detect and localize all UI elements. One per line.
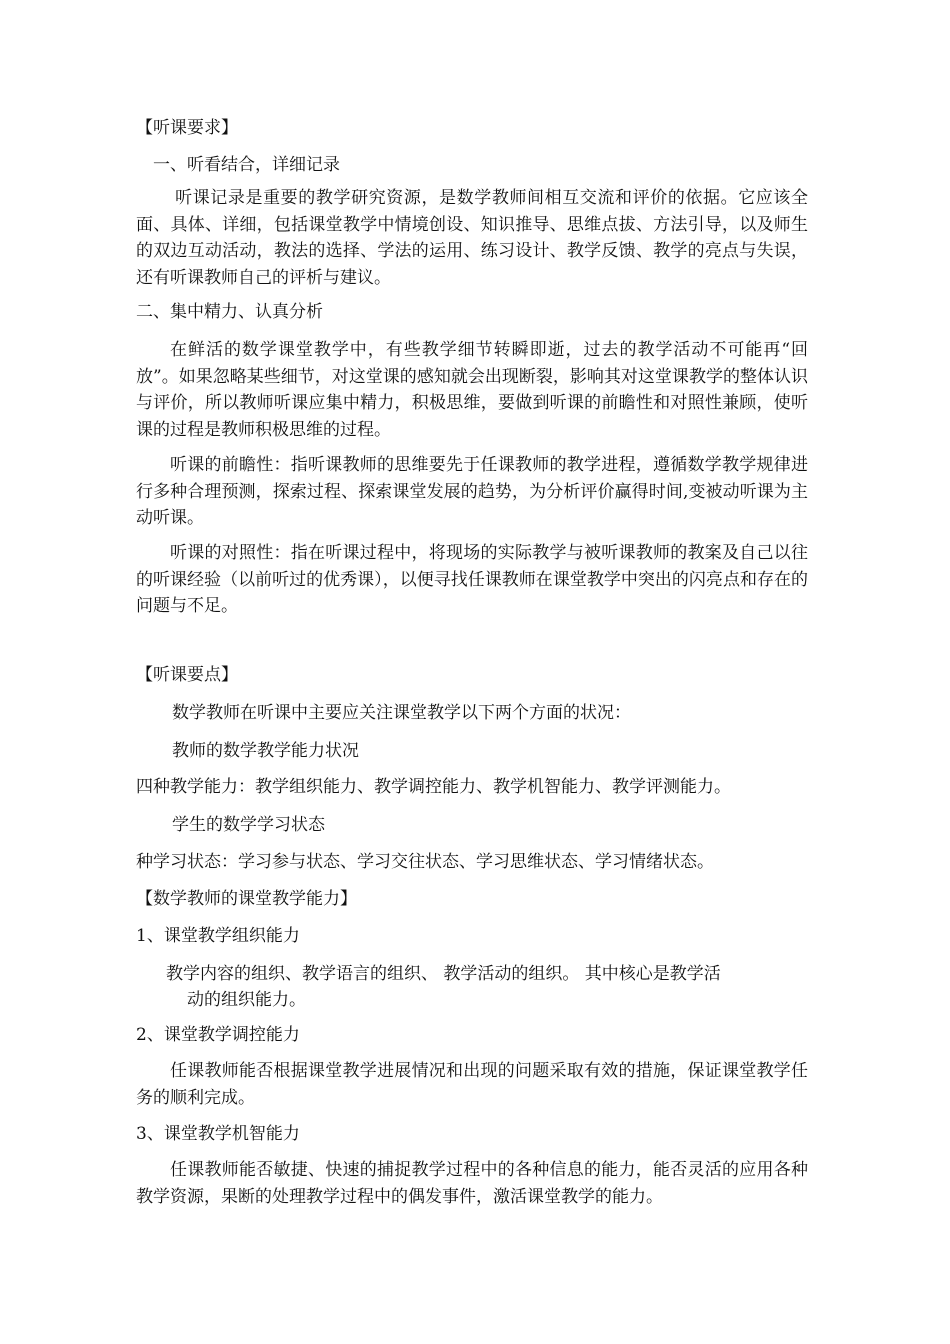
list-item-student-state: 学生的数学学习状态	[172, 815, 325, 835]
subheading-focus-and-analyze: 二、集中精力、认真分析	[136, 302, 323, 322]
list-item-four-abilities: 四种教学能力：教学组织能力、教学调控能力、教学机智能力、教学评测能力。	[136, 777, 731, 797]
section-heading-listening-points: 【听课要点】	[136, 665, 238, 685]
paragraph-comparative: 听课的对照性：指在听课过程中，将现场的实际教学与被听课教师的教案及自己以往的听课经验（以前听过的优秀课），以便寻找任课教师在课堂教学中突出的闪亮点和存在的问题与不足。	[136, 543, 808, 616]
paragraph-classroom-details: 在鲜活的数学课堂教学中，有些教学细节转瞬即逝，过去的教学活动不可能再“回放”。如果忽略某些细节，对这堂课的感知就会出现断裂，影响其对这堂课教学的整体认识与评价，所以教师听课应集中精力，积极思维，要做到听课的前瞻性和对照性兼顾，使听课的过程是教师积极思维的过程。	[136, 340, 808, 440]
list-item-learning-states: 种学习状态：学习参与状态、学习交往状态、学习思维状态、学习情绪状态。	[136, 852, 714, 872]
item-text-organization-line2: 动的组织能力。	[187, 990, 306, 1010]
item-title-regulation: 2、课堂教学调控能力	[136, 1025, 300, 1045]
paragraph-forward-looking: 听课的前瞻性：指听课教师的思维要先于任课教师的教学进程，遵循数学教学规律进行多种合理预测，探索过程、探索课堂发展的趋势，为分析评价赢得时间,变被动听课为主动听课。	[136, 455, 808, 528]
item-text-organization-line1: 教学内容的组织、教学语言的组织、 教学活动的组织。 其中核心是教学活	[166, 964, 721, 984]
list-item-teacher-ability: 教师的数学教学能力状况	[172, 741, 359, 761]
subheading-listen-and-watch: 一、听看结合，详细记录	[153, 155, 340, 175]
item-text-wit: 任课教师能否敏捷、快速的捕捉教学过程中的各种信息的能力，能否灵活的应用各种教学资源，果断的处理教学过程中的偶发事件，激活课堂教学的能力。	[136, 1160, 808, 1207]
paragraph-two-aspects-intro: 数学教师在听课中主要应关注课堂教学以下两个方面的状况：	[172, 703, 631, 723]
item-text-regulation: 任课教师能否根据课堂教学进展情况和出现的问题采取有效的措施，保证课堂教学任务的顺利完成。	[136, 1061, 808, 1108]
paragraph-record-details: 听课记录是重要的教学研究资源，是数学教师间相互交流和评价的依据。它应该全面、具体、详细，包括课堂教学中情境创设、知识推导、思维点拔、方法引导，以及师生的双边互动活动，教法的选择、学法的运用、练习设计、教学反馈、教学的亮点与失误，还有听课教师自己的评析与建议。	[136, 188, 808, 288]
section-heading-listening-requirements: 【听课要求】	[136, 118, 238, 138]
section-heading-teaching-abilities: 【数学教师的课堂教学能力】	[136, 889, 357, 909]
item-title-wit: 3、课堂教学机智能力	[136, 1124, 300, 1144]
item-title-organization: 1、课堂教学组织能力	[136, 926, 300, 946]
